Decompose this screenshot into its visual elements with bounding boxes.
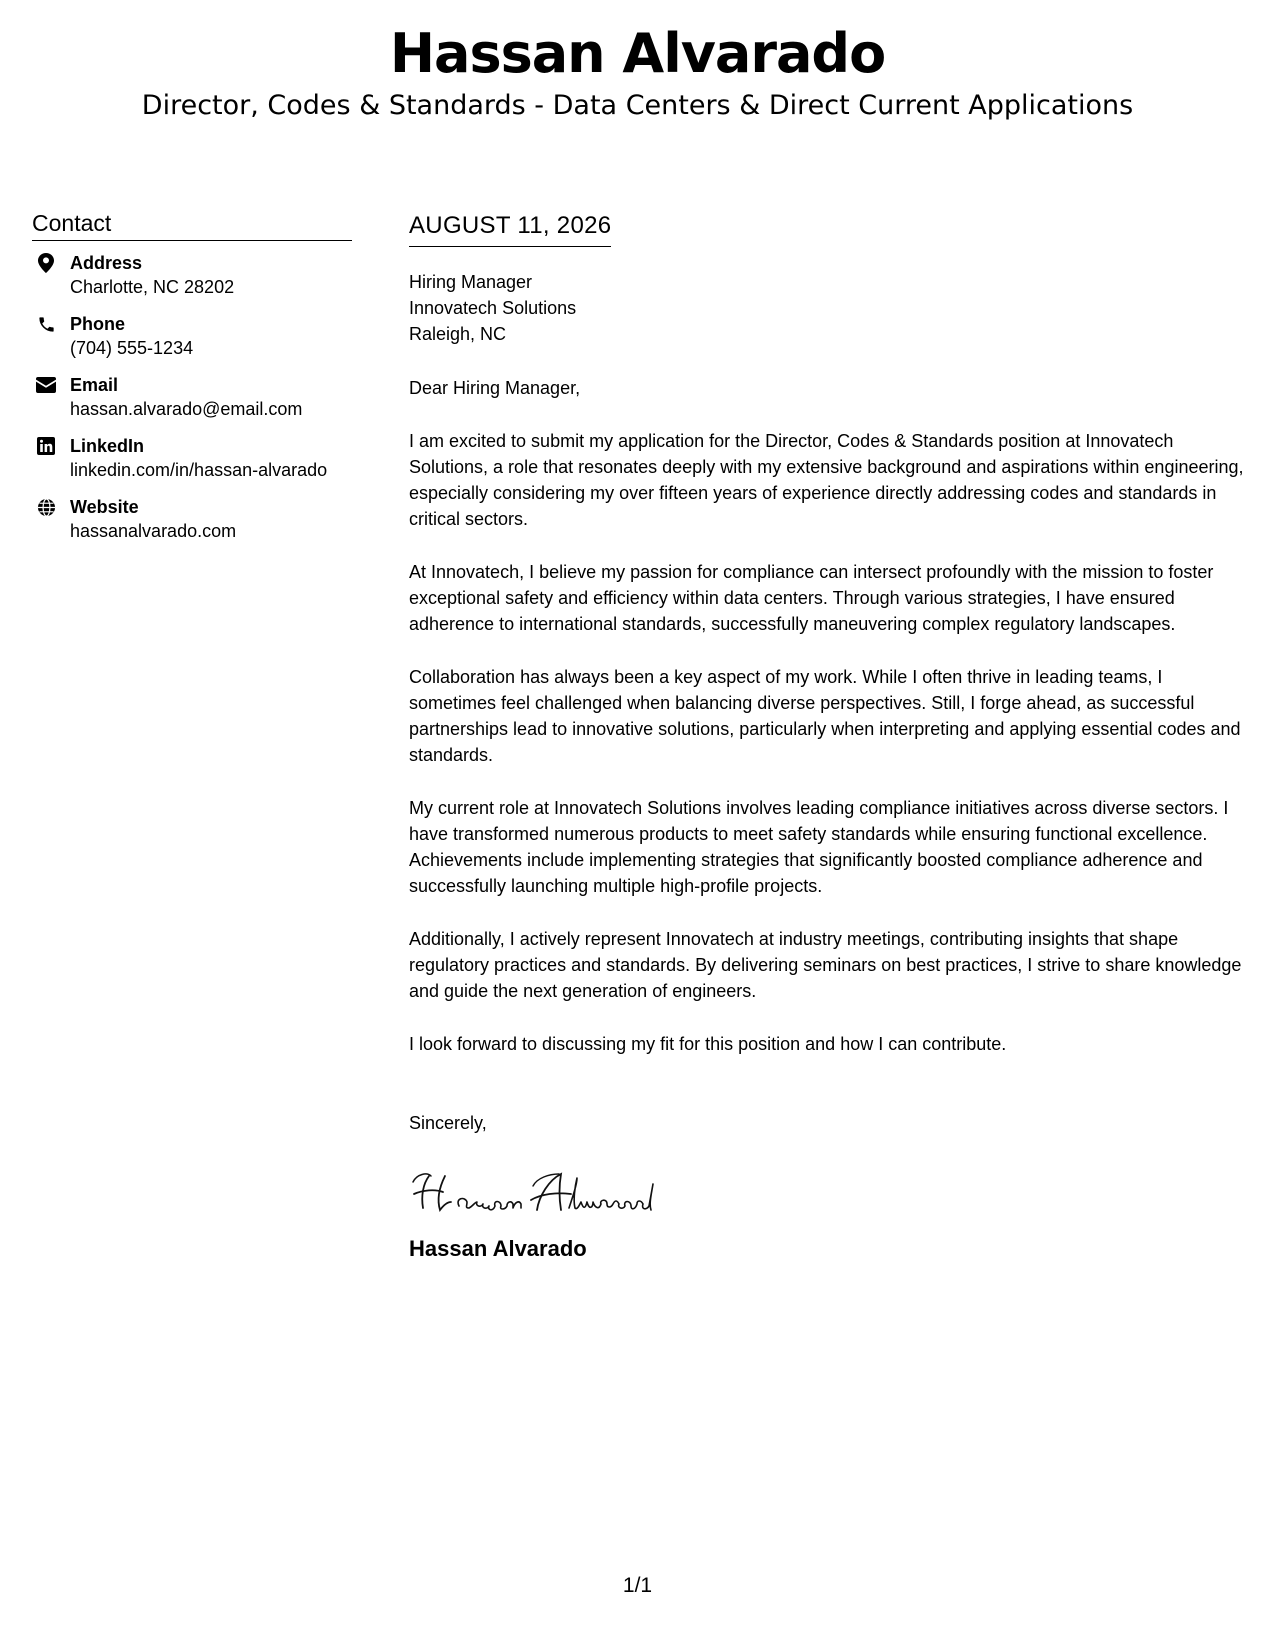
recipient-location: Raleigh, NC [409,324,507,344]
letter-date: AUGUST 11, 2026 [409,210,611,247]
phone-value: (704) 555-1234 [70,338,194,358]
header [0,22,1275,124]
address-value: Charlotte, NC 28202 [70,277,235,297]
letter-body [409,210,1249,1264]
contact-address [32,251,352,299]
address-label: Address [70,253,143,273]
closing: Sincerely, [409,1113,487,1133]
contact-email [32,373,352,421]
contact-list [32,251,352,543]
page-number: 1/1 [622,1574,653,1597]
website-label: Website [70,497,139,517]
email-value: hassan.alvarado@email.com [70,399,303,419]
paragraph-1: I am excited to submit my application for the Director, Codes & Standards position at Innovatech Solutions, a role that resonates deeply with my extensive background and aspirations within engineering, especially considering my over fifteen years of experience directly addressing codes and standards in critical sectors. [409,431,1244,529]
paragraph-4: My current role at Innovatech Solutions involves leading compliance initiatives across diverse sectors. I have transformed numerous products to meet safety standards while ensuring functional excellence. Achievements include implementing strategies that significantly boosted compliance adherence and successfully launching multiple high-profile projects. [409,798,1229,896]
contact-linkedin [32,434,352,482]
recipient-company: Innovatech Solutions [409,298,577,318]
phone-label: Phone [70,314,126,334]
paragraph-2: At Innovatech, I believe my passion for compliance can intersect profoundly with the mission to foster exceptional safety and efficiency within data centers. Through various strategies, I have ensured adherence to international standards, successfully maneuvering complex regulatory landscapes. [409,562,1214,634]
email-label: Email [70,375,119,395]
website-value: hassanalvarado.com [70,521,237,541]
contact-phone [32,312,352,360]
paragraph-6: I look forward to discussing my fit for this position and how I can contribute. [409,1034,1007,1054]
linkedin-value: linkedin.com/in/hassan-alvarado [70,460,328,480]
recipient-name: Hiring Manager [409,272,533,292]
globe-icon [34,495,58,519]
contact-website [32,495,352,543]
linkedin-label: LinkedIn [70,436,145,456]
contact-heading: Contact [32,208,352,241]
phone-icon [34,312,58,336]
applicant-name: Hassan Alvarado [389,22,886,85]
signer-name: Hassan Alvarado [409,1236,587,1261]
email-icon [34,373,58,397]
recipient-block [409,269,1249,347]
signature-image [409,1166,1249,1222]
paragraph-5: Additionally, I actively represent Innovatech at industry meetings, contributing insights that shape regulatory practices and standards. By delivering seminars on best practices, I strive to share knowledge and guide the next generation of engineers. [409,929,1242,1001]
salutation: Dear Hiring Manager, [409,378,581,398]
paragraph-3: Collaboration has always been a key aspect of my work. While I often thrive in leading teams, I sometimes feel challenged when balancing diverse perspectives. Still, I forge ahead, as successful partnerships lead to innovative solutions, particularly when interpreting and applying essential codes and standards. [409,667,1241,765]
job-title: Director, Codes & Standards - Data Centers & Direct Current Applications [141,90,1134,121]
contact-sidebar [32,208,352,556]
linkedin-icon [34,434,58,458]
map-pin-icon [34,251,58,275]
